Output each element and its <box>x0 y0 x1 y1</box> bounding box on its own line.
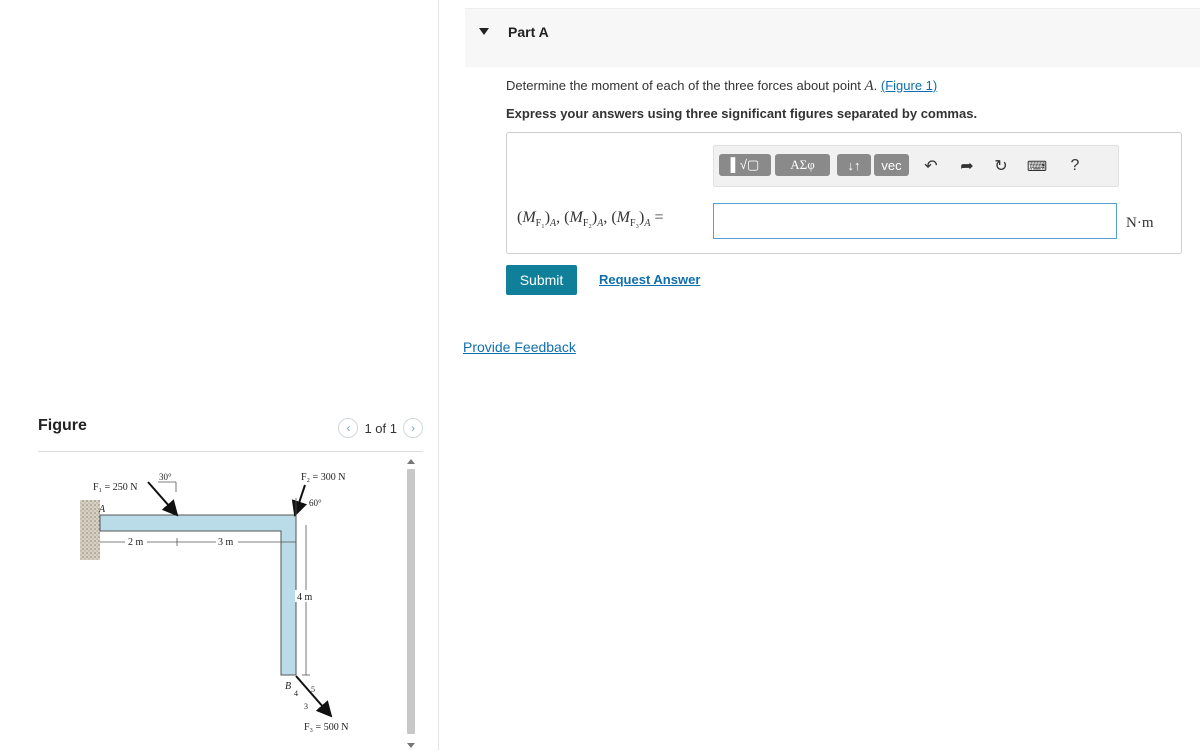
help-button[interactable]: ? <box>1070 157 1080 174</box>
wall-support <box>80 500 100 560</box>
templates-button[interactable]: ▌√▢ <box>719 154 771 176</box>
keyboard-icon[interactable]: ⌨ <box>1026 157 1048 174</box>
sub-a1: A <box>550 218 557 230</box>
answer-label: $(M_{F_1})_A$, $(M_{F_2})_A$, $(M_{F_3})_A$ = <box>517 209 664 230</box>
part-a-header[interactable] <box>465 8 1200 67</box>
request-answer-link[interactable]: Request Answer <box>599 272 701 287</box>
question-point: A <box>864 78 874 94</box>
pane-divider <box>438 0 439 750</box>
answer-input[interactable] <box>713 203 1117 239</box>
var-m3: M <box>616 209 630 226</box>
force-f1-label: F₁ = 250 N <box>93 482 138 493</box>
point-a-label: A <box>99 504 106 515</box>
question-text <box>506 78 937 95</box>
dimension-4m: 4 m <box>297 592 313 603</box>
instruction-text: Express your answers using three significant figures separated by commas. <box>506 106 978 121</box>
frame-diagram <box>38 460 402 750</box>
unit-label: N·m <box>1126 215 1154 231</box>
provide-feedback-link[interactable]: Provide Feedback <box>463 339 576 355</box>
part-title: Part A <box>508 24 549 40</box>
question-period: . <box>873 78 878 93</box>
force-f3-arrow <box>296 676 331 716</box>
dimension-2m: 2 m <box>128 537 144 548</box>
question-prefix: Determine the moment of each of the three forces about point <box>506 78 861 93</box>
figure-header <box>38 405 423 452</box>
slope-3-label: 3 <box>304 702 308 711</box>
next-figure-button[interactable]: › <box>403 418 423 438</box>
greek-symbols-button[interactable]: ΑΣφ <box>775 154 830 176</box>
var-m2: M <box>569 209 583 226</box>
prev-figure-button[interactable]: ‹ <box>338 418 358 438</box>
figure-pager <box>338 418 423 438</box>
sub-f3: F₃ <box>629 218 640 230</box>
force-f3-label: F₃ = 500 N <box>304 722 349 733</box>
force-f2-arrow <box>295 485 305 515</box>
sub-a2: A <box>597 218 604 230</box>
equals-sign: = <box>654 209 664 226</box>
redo-icon[interactable]: ➦ <box>960 158 974 175</box>
force-f1-arrow <box>148 482 177 515</box>
scroll-thumb[interactable] <box>407 469 415 734</box>
pager-text: 1 of 1 <box>364 420 397 436</box>
slope-5-label: 5 <box>311 685 315 694</box>
sub-a3: A <box>644 218 651 230</box>
collapse-triangle-icon[interactable] <box>479 28 489 35</box>
point-b-label: B <box>285 681 292 692</box>
subscript-superscript-button[interactable]: ↓↑ <box>837 154 871 176</box>
figure-panel <box>0 0 438 750</box>
force-f1-angle: 30° <box>159 472 172 482</box>
dimension-3m: 3 m <box>218 537 234 548</box>
undo-icon[interactable]: ↶ <box>924 158 938 175</box>
force-f2-angle: 60° <box>309 498 322 508</box>
var-m1: M <box>522 209 536 226</box>
vector-button[interactable]: vec <box>874 154 909 176</box>
figure-title: Figure <box>38 417 87 434</box>
math-toolbar <box>713 145 1119 187</box>
sub-f2: F₂ <box>582 218 592 230</box>
figure-diagram <box>38 460 402 750</box>
scroll-up-icon[interactable] <box>407 459 415 464</box>
submit-button[interactable]: Submit <box>506 265 577 295</box>
reset-icon[interactable]: ↻ <box>994 158 1008 175</box>
figure-scrollbar[interactable] <box>404 455 418 750</box>
figure-link[interactable]: (Figure 1) <box>880 78 938 93</box>
answer-box <box>506 132 1182 254</box>
slope-4-label: 4 <box>294 689 298 698</box>
scroll-down-icon[interactable] <box>407 743 415 748</box>
sub-f1: F₁ <box>535 218 545 230</box>
force-f2-label: F₂ = 300 N <box>301 472 346 483</box>
